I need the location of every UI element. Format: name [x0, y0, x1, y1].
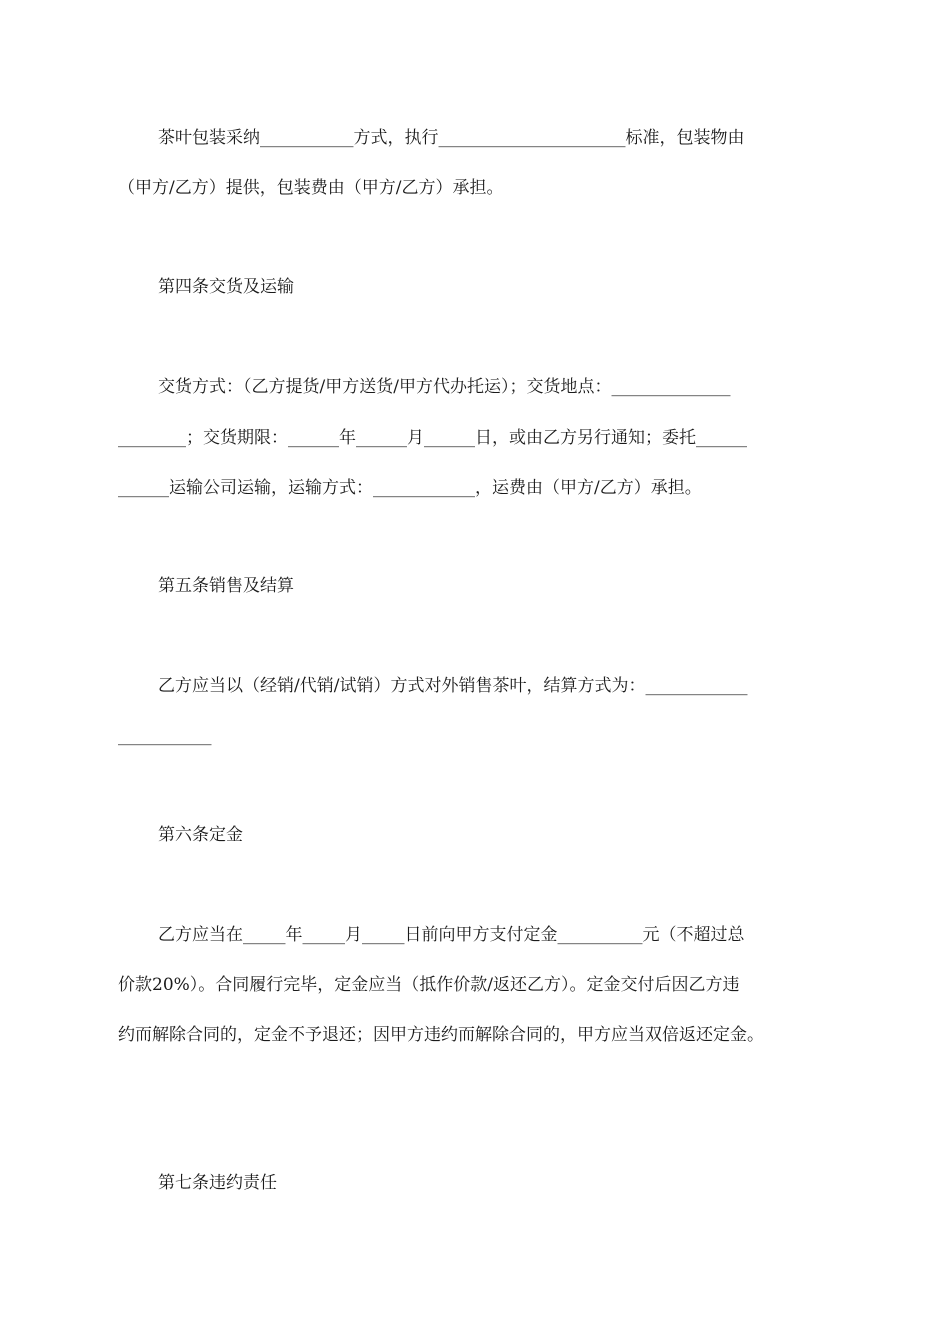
article-4-line-1: 交货方式：（乙方提货/甲方送货/甲方代办托运）；交货地点：______________: [158, 377, 731, 397]
article-6-heading: 第六条定金: [158, 825, 243, 845]
packaging-line-1: 茶叶包装采纳___________方式，执行______________________标准，包装物由: [158, 128, 745, 148]
article-4-heading: 第四条交货及运输: [158, 277, 294, 297]
article-6-line-3: 约而解除合同的，定金不予退还；因甲方违约而解除合同的，甲方应当双倍返还定金。: [118, 1025, 764, 1045]
article-7-heading: 第七条违约责任: [158, 1173, 277, 1193]
article-4-line-3: ______运输公司运输，运输方式：____________，运费由（甲方/乙方）承担。: [118, 478, 702, 498]
article-4-line-2: ________；交货期限：______年______月______日，或由乙方另行通知；委托______: [118, 428, 747, 448]
article-5-line-2: ___________: [118, 726, 212, 746]
article-6-line-1: 乙方应当在_____年_____月_____日前向甲方支付定金__________元（不超过总: [158, 925, 745, 945]
article-5-line-1: 乙方应当以（经销/代销/试销）方式对外销售茶叶，结算方式为：____________: [158, 676, 748, 696]
packaging-line-2: （甲方/乙方）提供，包装费由（甲方/乙方）承担。: [118, 178, 504, 198]
article-5-heading: 第五条销售及结算: [158, 576, 294, 596]
article-6-line-2: 价款20%）。合同履行完毕，定金应当（抵作价款/返还乙方）。定金交付后因乙方违: [118, 975, 740, 995]
